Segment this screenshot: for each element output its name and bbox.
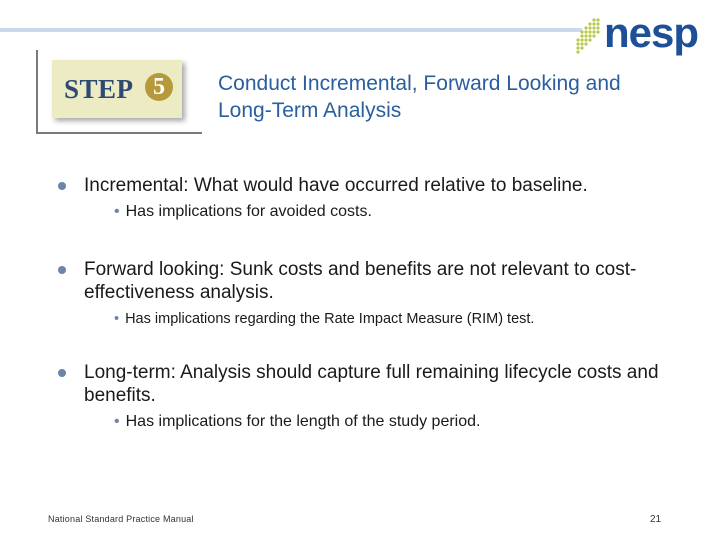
header-rule [0, 28, 582, 32]
logo-text: nesp [604, 9, 699, 56]
sub-bullet-mark: • [114, 311, 120, 327]
bullet-text: Long-term: Analysis should capture full remaining lifecycle costs and benefits. [84, 362, 659, 406]
footer-source: National Standard Practice Manual [48, 514, 194, 524]
bullet-text: Incremental: What would have occurred relative to baseline. [84, 175, 588, 196]
nesp-logo [574, 9, 702, 58]
sub-bullet-mark: • [114, 203, 120, 220]
map-dots-icon [574, 16, 604, 56]
sub-bullet [114, 412, 674, 432]
step-frame [36, 50, 202, 134]
step-number: 5 [145, 73, 173, 101]
bullet-dot [58, 182, 66, 190]
sub-bullet [114, 309, 674, 329]
sub-bullet-mark: • [114, 413, 120, 430]
sub-bullet-text: Has implications for avoided costs. [125, 203, 372, 220]
page-number: 21 [650, 514, 662, 525]
sub-bullet-text: Has implications regarding the Rate Impact Measure (RIM) test. [125, 311, 535, 327]
step-word: STEP [64, 74, 134, 104]
sub-bullet [114, 202, 674, 222]
bullet-text: Forward looking: Sunk costs and benefits are not relevant to cost-effectiveness analysis. [84, 259, 637, 303]
bullet-dot [58, 369, 66, 377]
bullet-dot [58, 266, 66, 274]
step-badge [52, 60, 182, 118]
slide-title: Conduct Incremental, Forward Looking and Long-Term Analysis [218, 72, 621, 122]
sub-bullet-text: Has implications for the length of the study period. [125, 413, 481, 430]
